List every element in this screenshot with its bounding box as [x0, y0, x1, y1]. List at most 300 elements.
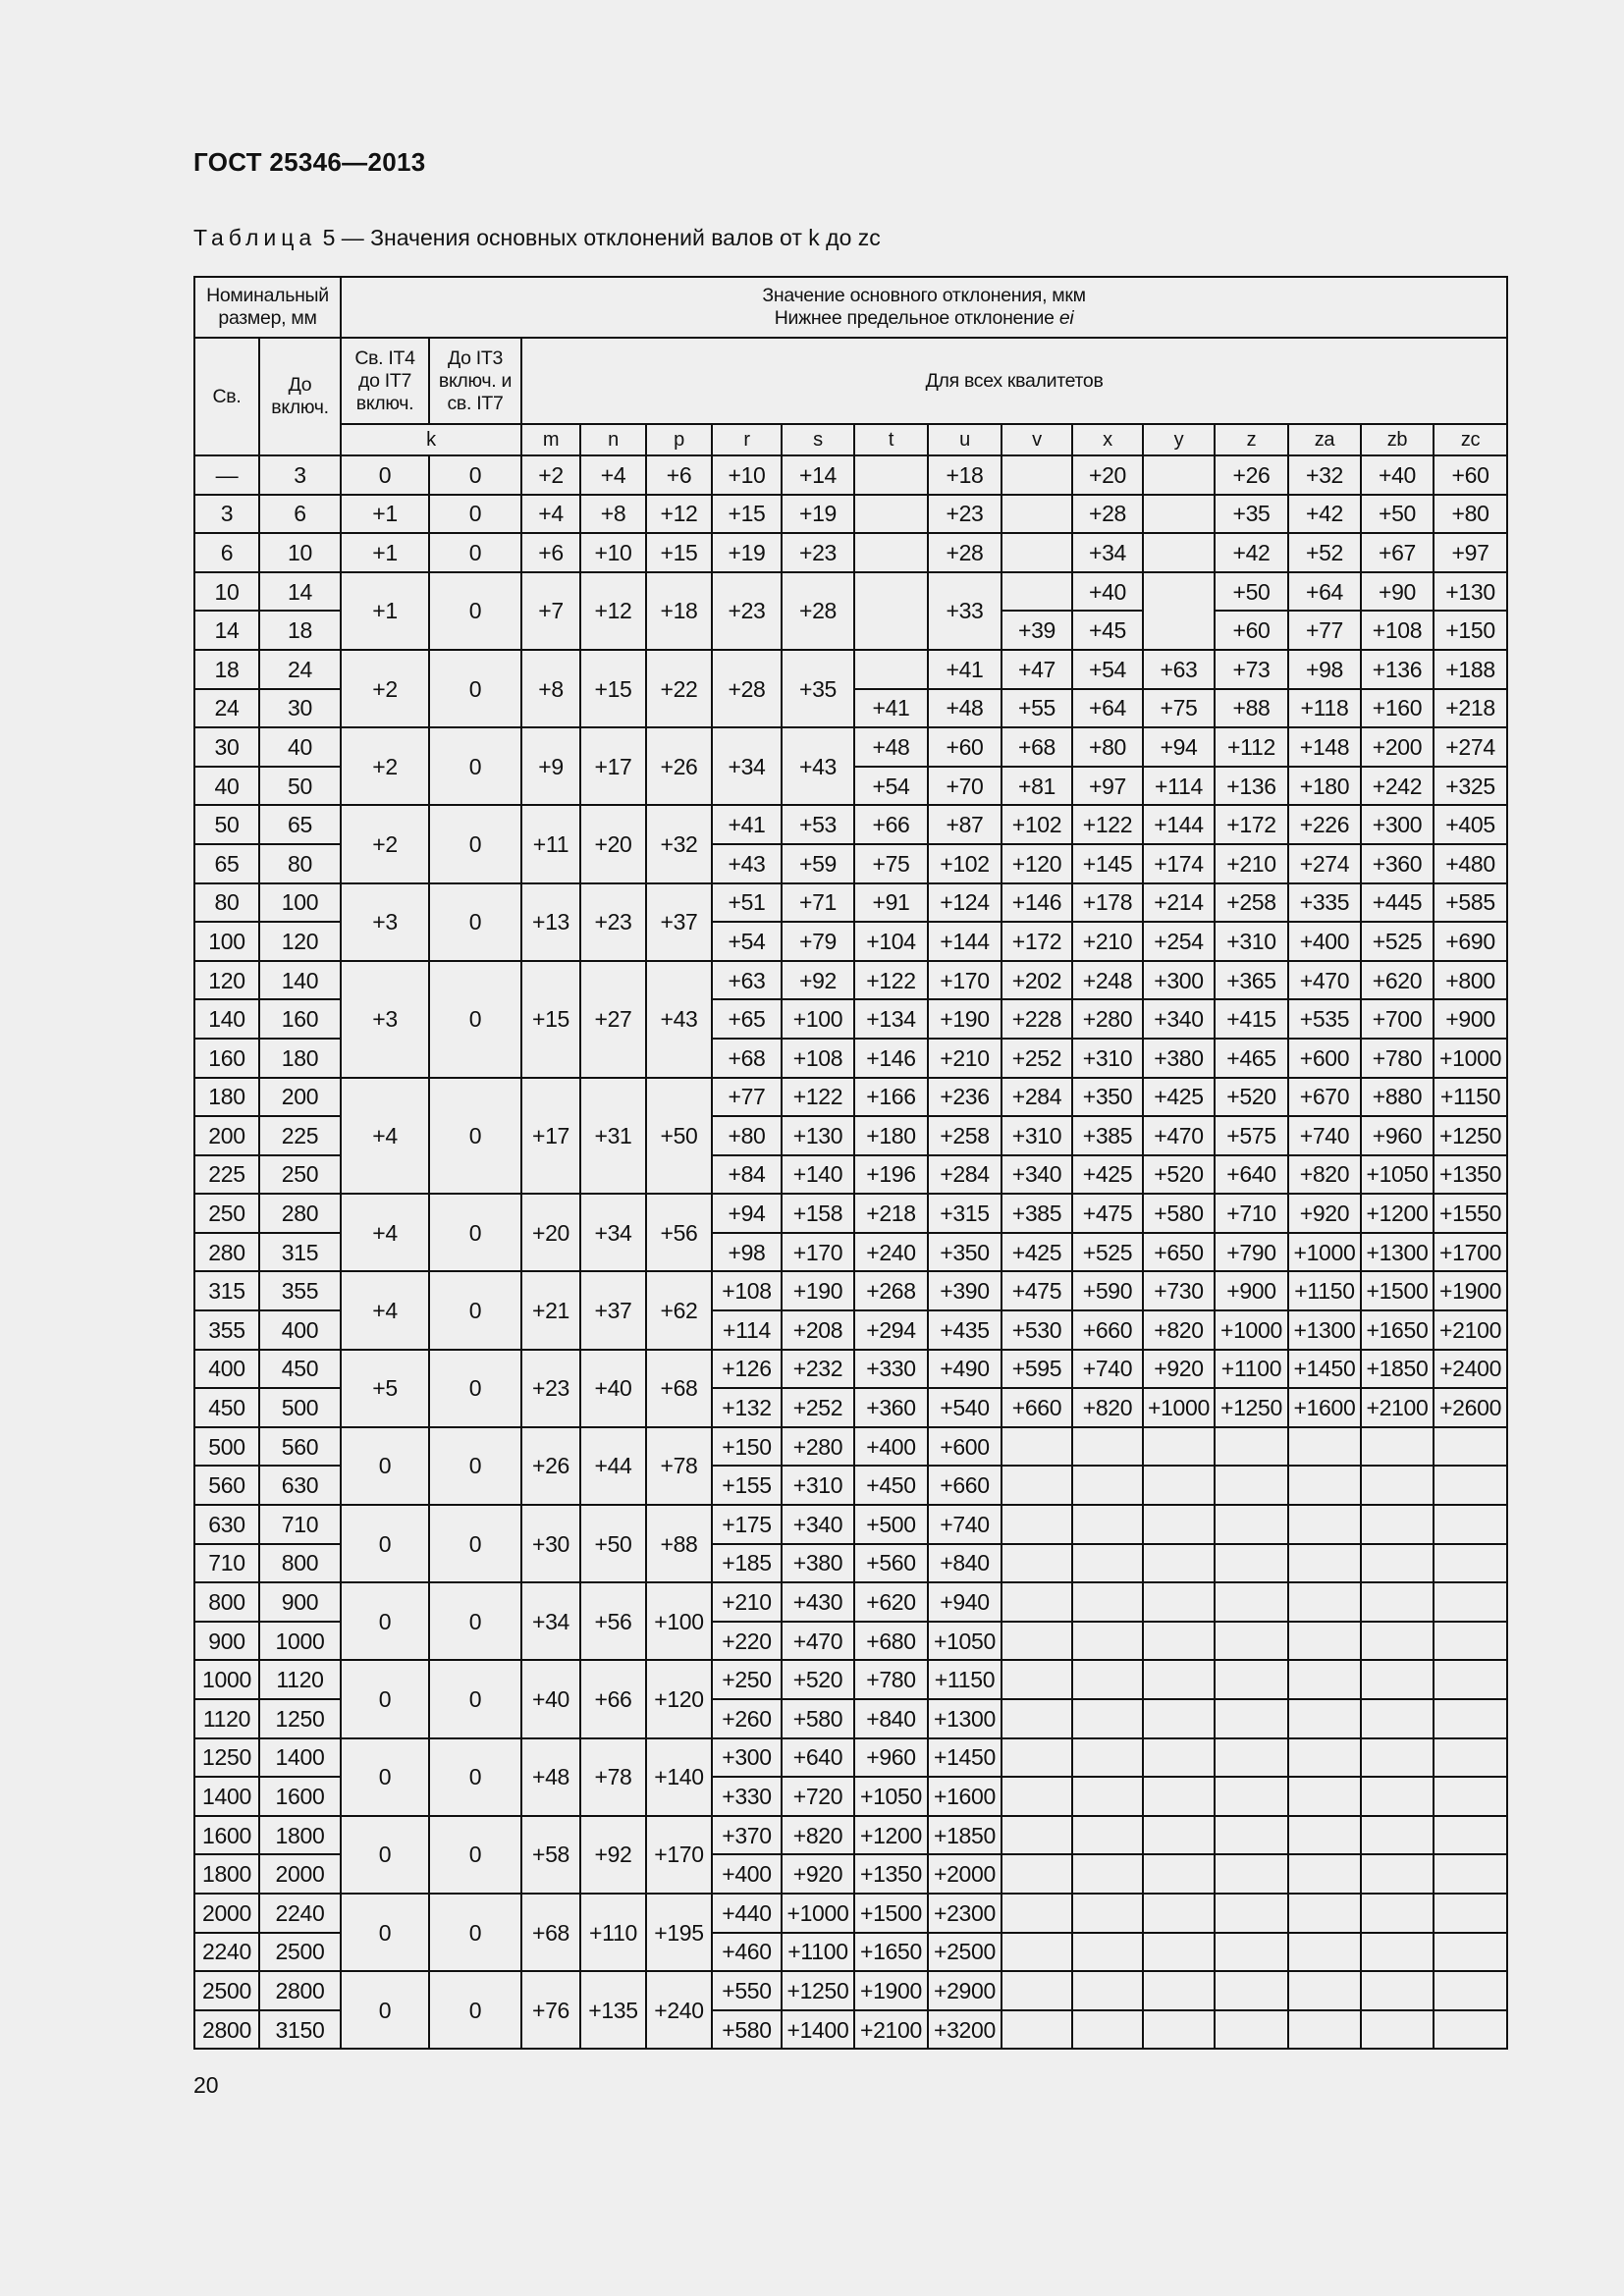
- t-cell: [854, 572, 928, 650]
- v-cell: +81: [1001, 767, 1072, 806]
- size-over-cell: —: [194, 455, 259, 495]
- zb-cell: +40: [1361, 455, 1434, 495]
- x-cell: +660: [1072, 1310, 1143, 1350]
- zc-cell: +690: [1434, 922, 1507, 961]
- r-cell: +65: [712, 999, 782, 1039]
- v-cell: +385: [1001, 1194, 1072, 1233]
- u-cell: +190: [928, 999, 1001, 1039]
- za-cell: +32: [1288, 455, 1361, 495]
- s-cell: +28: [782, 572, 854, 650]
- table-row: [194, 727, 1507, 767]
- t-cell: +1050: [854, 1777, 928, 1816]
- zc-cell: +1550: [1434, 1194, 1507, 1233]
- header-lower-limit: Нижнее предельное отклонение: [774, 307, 1059, 329]
- v-cell: +310: [1001, 1116, 1072, 1155]
- x-cell: +385: [1072, 1116, 1143, 1155]
- t-cell: +1650: [854, 1933, 928, 1972]
- zb-cell: +67: [1361, 533, 1434, 572]
- r-cell: +185: [712, 1544, 782, 1583]
- r-cell: +460: [712, 1933, 782, 1972]
- za-cell: +118: [1288, 689, 1361, 728]
- y-cell: [1143, 1699, 1215, 1738]
- zb-cell: [1361, 1738, 1434, 1778]
- z-cell: +1250: [1215, 1388, 1288, 1427]
- t-cell: [854, 495, 928, 534]
- s-cell: +208: [782, 1310, 854, 1350]
- s-cell: +580: [782, 1699, 854, 1738]
- size-upto-cell: 500: [259, 1388, 341, 1427]
- y-cell: [1143, 1427, 1215, 1467]
- u-cell: +284: [928, 1155, 1001, 1195]
- p-cell: +15: [646, 533, 712, 572]
- size-over-cell: 140: [194, 999, 259, 1039]
- table-caption: [193, 225, 881, 251]
- z-cell: +26: [1215, 455, 1288, 495]
- r-cell: +155: [712, 1466, 782, 1505]
- t-cell: +166: [854, 1078, 928, 1117]
- v-cell: [1001, 1660, 1072, 1699]
- y-cell: +580: [1143, 1194, 1215, 1233]
- zb-cell: +1500: [1361, 1271, 1434, 1310]
- n-cell: +40: [580, 1350, 646, 1427]
- y-cell: +114: [1143, 767, 1215, 806]
- p-cell: +43: [646, 961, 712, 1078]
- v-cell: [1001, 1466, 1072, 1505]
- zc-cell: [1434, 1854, 1507, 1894]
- m-cell: +6: [521, 533, 580, 572]
- size-over-cell: 630: [194, 1505, 259, 1544]
- size-upto-cell: 140: [259, 961, 341, 1000]
- v-cell: [1001, 1971, 1072, 2010]
- y-cell: +94: [1143, 727, 1215, 767]
- z-cell: [1215, 1854, 1288, 1894]
- z-cell: [1215, 1582, 1288, 1622]
- m-cell: +17: [521, 1078, 580, 1195]
- table-row: [194, 805, 1507, 844]
- zb-cell: +525: [1361, 922, 1434, 961]
- u-cell: +3200: [928, 2010, 1001, 2050]
- t-cell: +560: [854, 1544, 928, 1583]
- size-upto-cell: 3150: [259, 2010, 341, 2050]
- y-cell: +174: [1143, 844, 1215, 883]
- n-cell: +66: [580, 1660, 646, 1737]
- u-cell: +940: [928, 1582, 1001, 1622]
- x-cell: +425: [1072, 1155, 1143, 1195]
- za-cell: +274: [1288, 844, 1361, 883]
- r-cell: +10: [712, 455, 782, 495]
- zb-cell: [1361, 1622, 1434, 1661]
- size-upto-cell: 50: [259, 767, 341, 806]
- u-cell: +28: [928, 533, 1001, 572]
- p-cell: +88: [646, 1505, 712, 1582]
- size-upto-cell: 1120: [259, 1660, 341, 1699]
- size-upto-cell: 250: [259, 1155, 341, 1195]
- m-cell: +4: [521, 495, 580, 534]
- table-row: [194, 1660, 1507, 1699]
- u-cell: +540: [928, 1388, 1001, 1427]
- header-over: Св.: [194, 338, 259, 455]
- zb-cell: +1850: [1361, 1350, 1434, 1389]
- zc-cell: +1000: [1434, 1039, 1507, 1078]
- k-it3-cell: 0: [429, 1816, 521, 1894]
- header-letter-n: n: [580, 424, 646, 455]
- y-cell: [1143, 1854, 1215, 1894]
- v-cell: +425: [1001, 1233, 1072, 1272]
- m-cell: +76: [521, 1971, 580, 2049]
- zb-cell: [1361, 1854, 1434, 1894]
- header-nominal-size: Номинальный размер, мм: [194, 277, 341, 338]
- table-row: [194, 533, 1507, 572]
- y-cell: [1143, 1738, 1215, 1778]
- k-it4-it7-cell: +4: [341, 1271, 429, 1349]
- table-row: [194, 1582, 1507, 1622]
- x-cell: +310: [1072, 1039, 1143, 1078]
- size-upto-cell: 355: [259, 1271, 341, 1310]
- x-cell: [1072, 1699, 1143, 1738]
- k-it4-it7-cell: 0: [341, 1738, 429, 1816]
- size-upto-cell: 225: [259, 1116, 341, 1155]
- z-cell: [1215, 1622, 1288, 1661]
- z-cell: +88: [1215, 689, 1288, 728]
- z-cell: +1000: [1215, 1310, 1288, 1350]
- s-cell: +720: [782, 1777, 854, 1816]
- x-cell: +525: [1072, 1233, 1143, 1272]
- t-cell: +2100: [854, 2010, 928, 2050]
- v-cell: [1001, 1505, 1072, 1544]
- zb-cell: +1300: [1361, 1233, 1434, 1272]
- v-cell: [1001, 2010, 1072, 2050]
- z-cell: [1215, 1738, 1288, 1778]
- v-cell: +120: [1001, 844, 1072, 883]
- s-cell: +280: [782, 1427, 854, 1467]
- k-it4-it7-cell: +4: [341, 1194, 429, 1271]
- p-cell: +62: [646, 1271, 712, 1349]
- header-letter-u: u: [928, 424, 1001, 455]
- z-cell: +520: [1215, 1078, 1288, 1117]
- n-cell: +110: [580, 1894, 646, 1971]
- size-upto-cell: 14: [259, 572, 341, 612]
- r-cell: +68: [712, 1039, 782, 1078]
- n-cell: +15: [580, 650, 646, 727]
- x-cell: [1072, 1466, 1143, 1505]
- u-cell: +1150: [928, 1660, 1001, 1699]
- zb-cell: [1361, 1544, 1434, 1583]
- zc-cell: +1900: [1434, 1271, 1507, 1310]
- m-cell: +11: [521, 805, 580, 882]
- t-cell: +840: [854, 1699, 928, 1738]
- header-letter-r: r: [712, 424, 782, 455]
- za-cell: +42: [1288, 495, 1361, 534]
- size-upto-cell: 65: [259, 805, 341, 844]
- t-cell: +360: [854, 1388, 928, 1427]
- x-cell: +248: [1072, 961, 1143, 1000]
- t-cell: +48: [854, 727, 928, 767]
- k-it4-it7-cell: 0: [341, 1816, 429, 1894]
- size-over-cell: 355: [194, 1310, 259, 1350]
- s-cell: +71: [782, 883, 854, 923]
- za-cell: +535: [1288, 999, 1361, 1039]
- p-cell: +140: [646, 1738, 712, 1816]
- k-it4-it7-cell: 0: [341, 1894, 429, 1971]
- m-cell: +26: [521, 1427, 580, 1505]
- t-cell: +91: [854, 883, 928, 923]
- u-cell: +33: [928, 572, 1001, 650]
- x-cell: +45: [1072, 611, 1143, 650]
- t-cell: +180: [854, 1116, 928, 1155]
- v-cell: [1001, 1933, 1072, 1972]
- zb-cell: +445: [1361, 883, 1434, 923]
- size-upto-cell: 180: [259, 1039, 341, 1078]
- k-it4-it7-cell: +2: [341, 727, 429, 805]
- t-cell: +960: [854, 1738, 928, 1778]
- zb-cell: +242: [1361, 767, 1434, 806]
- za-cell: +1300: [1288, 1310, 1361, 1350]
- u-cell: +1600: [928, 1777, 1001, 1816]
- s-cell: +170: [782, 1233, 854, 1272]
- r-cell: +220: [712, 1622, 782, 1661]
- p-cell: +18: [646, 572, 712, 650]
- za-cell: +670: [1288, 1078, 1361, 1117]
- x-cell: [1072, 1544, 1143, 1583]
- z-cell: [1215, 1777, 1288, 1816]
- za-cell: +400: [1288, 922, 1361, 961]
- z-cell: +415: [1215, 999, 1288, 1039]
- m-cell: +68: [521, 1894, 580, 1971]
- v-cell: [1001, 455, 1072, 495]
- header-letter-zc: zc: [1434, 424, 1507, 455]
- size-upto-cell: 100: [259, 883, 341, 923]
- u-cell: +236: [928, 1078, 1001, 1117]
- y-cell: [1143, 1466, 1215, 1505]
- r-cell: +23: [712, 572, 782, 650]
- v-cell: [1001, 1816, 1072, 1855]
- za-cell: +226: [1288, 805, 1361, 844]
- v-cell: [1001, 533, 1072, 572]
- p-cell: +170: [646, 1816, 712, 1894]
- u-cell: +1300: [928, 1699, 1001, 1738]
- size-over-cell: 24: [194, 689, 259, 728]
- y-cell: [1143, 572, 1215, 650]
- zc-cell: +900: [1434, 999, 1507, 1039]
- zc-cell: +1250: [1434, 1116, 1507, 1155]
- size-over-cell: 2800: [194, 2010, 259, 2050]
- r-cell: +84: [712, 1155, 782, 1195]
- k-it4-it7-cell: 0: [341, 455, 429, 495]
- size-over-cell: 18: [194, 650, 259, 689]
- zc-cell: +325: [1434, 767, 1507, 806]
- p-cell: +68: [646, 1350, 712, 1427]
- p-cell: +26: [646, 727, 712, 805]
- size-upto-cell: 18: [259, 611, 341, 650]
- t-cell: +122: [854, 961, 928, 1000]
- x-cell: [1072, 1854, 1143, 1894]
- zb-cell: +960: [1361, 1116, 1434, 1155]
- u-cell: +350: [928, 1233, 1001, 1272]
- header-letter-zb: zb: [1361, 424, 1434, 455]
- z-cell: +73: [1215, 650, 1288, 689]
- za-cell: +180: [1288, 767, 1361, 806]
- z-cell: +365: [1215, 961, 1288, 1000]
- zb-cell: [1361, 1777, 1434, 1816]
- size-over-cell: 400: [194, 1350, 259, 1389]
- size-over-cell: 1600: [194, 1816, 259, 1855]
- r-cell: +41: [712, 805, 782, 844]
- v-cell: +47: [1001, 650, 1072, 689]
- m-cell: +8: [521, 650, 580, 727]
- y-cell: [1143, 1777, 1215, 1816]
- t-cell: +1900: [854, 1971, 928, 2010]
- za-cell: [1288, 1816, 1361, 1855]
- s-cell: +43: [782, 727, 854, 805]
- size-upto-cell: 2240: [259, 1894, 341, 1933]
- zb-cell: +1200: [1361, 1194, 1434, 1233]
- t-cell: +294: [854, 1310, 928, 1350]
- r-cell: +94: [712, 1194, 782, 1233]
- z-cell: +640: [1215, 1155, 1288, 1195]
- r-cell: +51: [712, 883, 782, 923]
- za-cell: +740: [1288, 1116, 1361, 1155]
- k-it3-cell: 0: [429, 1660, 521, 1737]
- v-cell: +660: [1001, 1388, 1072, 1427]
- table-body: [194, 455, 1507, 2049]
- zb-cell: [1361, 1427, 1434, 1467]
- size-over-cell: 1800: [194, 1854, 259, 1894]
- zb-cell: [1361, 1894, 1434, 1933]
- size-upto-cell: 3: [259, 455, 341, 495]
- u-cell: +87: [928, 805, 1001, 844]
- r-cell: +440: [712, 1894, 782, 1933]
- v-cell: +55: [1001, 689, 1072, 728]
- t-cell: +146: [854, 1039, 928, 1078]
- header-k-it4-it7: Св. IT4 до IT7 включ.: [341, 338, 429, 424]
- t-cell: +500: [854, 1505, 928, 1544]
- p-cell: +22: [646, 650, 712, 727]
- size-upto-cell: 6: [259, 495, 341, 534]
- s-cell: +1000: [782, 1894, 854, 1933]
- y-cell: [1143, 1582, 1215, 1622]
- x-cell: [1072, 1505, 1143, 1544]
- y-cell: +75: [1143, 689, 1215, 728]
- zb-cell: [1361, 1466, 1434, 1505]
- za-cell: [1288, 1660, 1361, 1699]
- zc-cell: +80: [1434, 495, 1507, 534]
- caption-label: Таблица: [193, 225, 317, 250]
- k-it4-it7-cell: +2: [341, 805, 429, 882]
- z-cell: [1215, 1505, 1288, 1544]
- s-cell: +380: [782, 1544, 854, 1583]
- size-over-cell: 1120: [194, 1699, 259, 1738]
- size-over-cell: 160: [194, 1039, 259, 1078]
- z-cell: [1215, 1427, 1288, 1467]
- k-it3-cell: 0: [429, 1350, 521, 1427]
- k-it4-it7-cell: +5: [341, 1350, 429, 1427]
- x-cell: +590: [1072, 1271, 1143, 1310]
- za-cell: +52: [1288, 533, 1361, 572]
- k-it4-it7-cell: 0: [341, 1660, 429, 1737]
- za-cell: [1288, 1738, 1361, 1778]
- s-cell: +35: [782, 650, 854, 727]
- table-row: [194, 495, 1507, 534]
- zc-cell: [1434, 1466, 1507, 1505]
- u-cell: +124: [928, 883, 1001, 923]
- v-cell: [1001, 1894, 1072, 1933]
- k-it3-cell: 0: [429, 1582, 521, 1660]
- s-cell: +108: [782, 1039, 854, 1078]
- za-cell: [1288, 2010, 1361, 2050]
- zb-cell: [1361, 1660, 1434, 1699]
- r-cell: +34: [712, 727, 782, 805]
- z-cell: +900: [1215, 1271, 1288, 1310]
- n-cell: +92: [580, 1816, 646, 1894]
- v-cell: [1001, 495, 1072, 534]
- v-cell: +475: [1001, 1271, 1072, 1310]
- header-ei-symbol: ei: [1058, 307, 1074, 329]
- size-over-cell: 1000: [194, 1660, 259, 1699]
- u-cell: +740: [928, 1505, 1001, 1544]
- n-cell: +10: [580, 533, 646, 572]
- table-row: [194, 1816, 1507, 1855]
- size-over-cell: 30: [194, 727, 259, 767]
- r-cell: +260: [712, 1699, 782, 1738]
- za-cell: +64: [1288, 572, 1361, 612]
- v-cell: +146: [1001, 883, 1072, 923]
- n-cell: +23: [580, 883, 646, 961]
- y-cell: +1000: [1143, 1388, 1215, 1427]
- size-over-cell: 450: [194, 1388, 259, 1427]
- za-cell: +98: [1288, 650, 1361, 689]
- s-cell: +470: [782, 1622, 854, 1661]
- size-over-cell: 40: [194, 767, 259, 806]
- s-cell: +820: [782, 1816, 854, 1855]
- za-cell: +335: [1288, 883, 1361, 923]
- za-cell: +920: [1288, 1194, 1361, 1233]
- k-it3-cell: 0: [429, 1505, 521, 1582]
- z-cell: +575: [1215, 1116, 1288, 1155]
- za-cell: [1288, 1933, 1361, 1972]
- zb-cell: +300: [1361, 805, 1434, 844]
- y-cell: +820: [1143, 1310, 1215, 1350]
- k-it4-it7-cell: +1: [341, 495, 429, 534]
- table-row: [194, 1738, 1507, 1778]
- u-cell: +1450: [928, 1738, 1001, 1778]
- r-cell: +400: [712, 1854, 782, 1894]
- t-cell: +620: [854, 1582, 928, 1622]
- size-upto-cell: 24: [259, 650, 341, 689]
- za-cell: +600: [1288, 1039, 1361, 1078]
- y-cell: [1143, 495, 1215, 534]
- y-cell: [1143, 455, 1215, 495]
- m-cell: +7: [521, 572, 580, 650]
- size-upto-cell: 80: [259, 844, 341, 883]
- za-cell: +1150: [1288, 1271, 1361, 1310]
- zb-cell: +700: [1361, 999, 1434, 1039]
- za-cell: [1288, 1544, 1361, 1583]
- r-cell: +370: [712, 1816, 782, 1855]
- z-cell: +258: [1215, 883, 1288, 923]
- y-cell: +730: [1143, 1271, 1215, 1310]
- z-cell: [1215, 1660, 1288, 1699]
- size-over-cell: 2500: [194, 1971, 259, 2010]
- header-deviation-title: Значение основного отклонения, мкм: [762, 285, 1086, 306]
- x-cell: [1072, 1971, 1143, 2010]
- za-cell: [1288, 1971, 1361, 2010]
- k-it4-it7-cell: 0: [341, 1427, 429, 1505]
- zc-cell: [1434, 1738, 1507, 1778]
- size-over-cell: 250: [194, 1194, 259, 1233]
- x-cell: [1072, 1738, 1143, 1778]
- v-cell: [1001, 572, 1072, 612]
- header-letter-t: t: [854, 424, 928, 455]
